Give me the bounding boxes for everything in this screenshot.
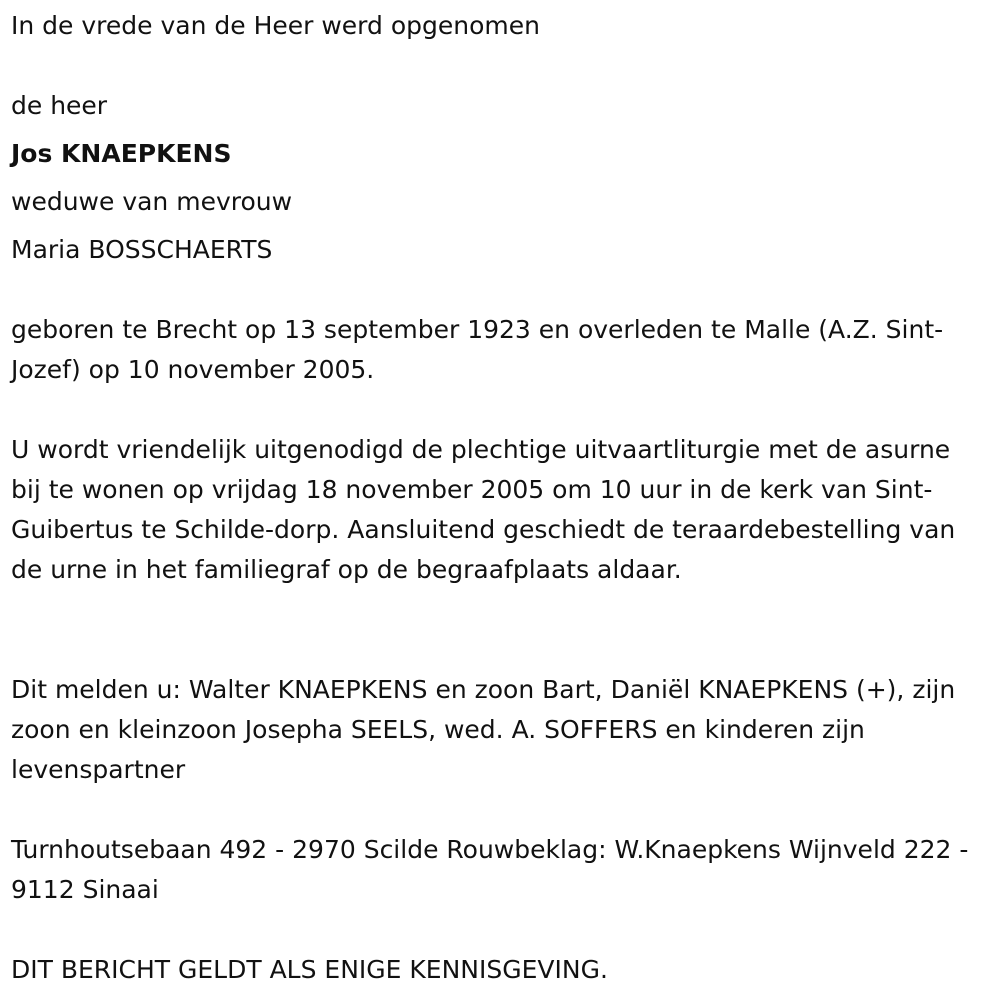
address-paragraph: Turnhoutsebaan 492 - 2970 Scilde Rouwbeklag: W.Knaepkens Wijnveld 222 - 9112 Sinaai [11, 835, 969, 904]
birth-death-paragraph: geboren te Brecht op 13 september 1923 en overleden te Malle (A.Z. Sint-Jozef) op 10 november 2005. [11, 315, 944, 384]
notice-line: DIT BERICHT GELDT ALS ENIGE KENNISGEVING. [11, 955, 608, 984]
spouse-name: Maria BOSSCHAERTS [11, 235, 273, 264]
salutation: de heer [11, 91, 108, 120]
intro-line: In de vrede van de Heer werd opgenomen [11, 11, 540, 40]
relation-line: weduwe van mevrouw [11, 187, 293, 216]
announcers-paragraph: Dit melden u: Walter KNAEPKENS en zoon Bart, Daniël KNAEPKENS (+), zijn zoon en kleinzoon Josepha SEELS, wed. A. SOFFERS en kinderen zijn levenspartner [11, 675, 956, 784]
invitation-paragraph: U wordt vriendelijk uitgenodigd de plechtige uitvaartliturgie met de asurne bij te wonen op vrijdag 18 november 2005 om 10 uur in de kerk van Sint-Guibertus te Schilde-dorp. Aansluitend geschiedt de teraardebestelling van de urne in het familiegraf op de begraafplaats aldaar. [11, 435, 956, 584]
deceased-name: Jos KNAEPKENS [11, 139, 232, 168]
